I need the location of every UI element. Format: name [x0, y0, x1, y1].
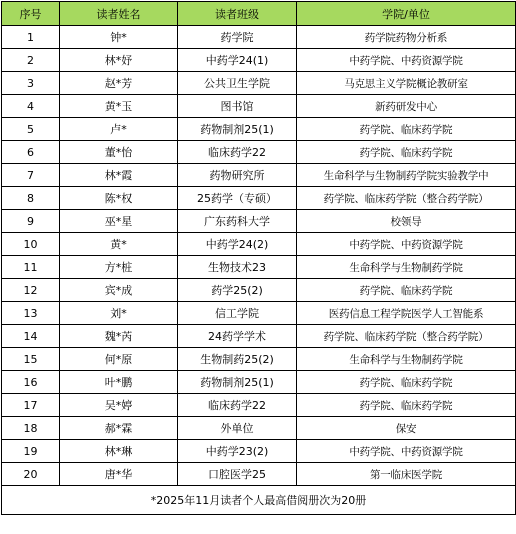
cell-reader-class: 25药学（专硕）: [178, 187, 297, 210]
cell-reader-name: 卢*: [60, 118, 178, 141]
table-row: [2, 141, 516, 164]
cell-college-unit: 马克思主义学院概论教研室: [297, 72, 516, 95]
cell-index: 6: [2, 141, 60, 164]
cell-reader-name: 魏*芮: [60, 325, 178, 348]
cell-reader-class: 生物技术23: [178, 256, 297, 279]
cell-index: 13: [2, 302, 60, 325]
cell-index: 7: [2, 164, 60, 187]
cell-reader-class: 广东药科大学: [178, 210, 297, 233]
table-body: [2, 26, 516, 486]
cell-index: 3: [2, 72, 60, 95]
header-reader-name: 读者姓名: [60, 2, 178, 26]
cell-index: 20: [2, 463, 60, 486]
cell-index: 10: [2, 233, 60, 256]
cell-reader-class: 药物制剂25(1): [178, 371, 297, 394]
cell-college-unit: 第一临床医学院: [297, 463, 516, 486]
table-row: [2, 256, 516, 279]
cell-reader-class: 口腔医学25: [178, 463, 297, 486]
cell-index: 2: [2, 49, 60, 72]
footnote-row: [2, 486, 516, 515]
cell-index: 11: [2, 256, 60, 279]
table-row: [2, 26, 516, 49]
cell-index: 12: [2, 279, 60, 302]
cell-reader-class: 中药学24(1): [178, 49, 297, 72]
table-row: [2, 325, 516, 348]
cell-reader-class: 中药学23(2): [178, 440, 297, 463]
reader-table: [1, 1, 516, 515]
cell-college-unit: 新药研发中心: [297, 95, 516, 118]
cell-reader-name: 刘*: [60, 302, 178, 325]
cell-reader-class: 临床药学22: [178, 394, 297, 417]
cell-reader-name: 陈*权: [60, 187, 178, 210]
header-row: [2, 2, 516, 26]
table-row: [2, 187, 516, 210]
cell-college-unit: 生命科学与生物制药学院实验教学中: [297, 164, 516, 187]
cell-reader-class: 药学院: [178, 26, 297, 49]
cell-college-unit: 校领导: [297, 210, 516, 233]
table-row: [2, 72, 516, 95]
table-row: [2, 302, 516, 325]
cell-reader-class: 药学25(2): [178, 279, 297, 302]
cell-reader-name: 吴*婷: [60, 394, 178, 417]
table-row: [2, 279, 516, 302]
cell-index: 16: [2, 371, 60, 394]
table-row: [2, 348, 516, 371]
cell-reader-class: 中药学24(2): [178, 233, 297, 256]
cell-reader-name: 黄*: [60, 233, 178, 256]
table-row: [2, 463, 516, 486]
cell-reader-class: 药物研究所: [178, 164, 297, 187]
cell-reader-class: 临床药学22: [178, 141, 297, 164]
cell-reader-class: 药物制剂25(1): [178, 118, 297, 141]
cell-reader-name: 何*原: [60, 348, 178, 371]
table-row: [2, 417, 516, 440]
cell-index: 4: [2, 95, 60, 118]
cell-reader-class: 生物制药25(2): [178, 348, 297, 371]
cell-index: 9: [2, 210, 60, 233]
cell-index: 14: [2, 325, 60, 348]
cell-index: 17: [2, 394, 60, 417]
cell-index: 8: [2, 187, 60, 210]
cell-index: 18: [2, 417, 60, 440]
cell-reader-name: 赵*芳: [60, 72, 178, 95]
cell-index: 19: [2, 440, 60, 463]
cell-reader-class: 信工学院: [178, 302, 297, 325]
table-row: [2, 371, 516, 394]
cell-index: 1: [2, 26, 60, 49]
cell-reader-name: 钟*: [60, 26, 178, 49]
cell-reader-name: 方*桩: [60, 256, 178, 279]
table-row: [2, 49, 516, 72]
cell-reader-name: 黄*玉: [60, 95, 178, 118]
header-reader-class: 读者班级: [178, 2, 297, 26]
cell-index: 5: [2, 118, 60, 141]
cell-reader-name: 叶*鹏: [60, 371, 178, 394]
cell-reader-class: 图书馆: [178, 95, 297, 118]
cell-college-unit: 中药学院、中药资源学院: [297, 440, 516, 463]
cell-college-unit: 生命科学与生物制药学院: [297, 348, 516, 371]
table-row: [2, 118, 516, 141]
table-row: [2, 394, 516, 417]
cell-index: 15: [2, 348, 60, 371]
header-college-unit: 学院/单位: [297, 2, 516, 26]
cell-reader-name: 巫*星: [60, 210, 178, 233]
cell-reader-class: 公共卫生学院: [178, 72, 297, 95]
cell-college-unit: 中药学院、中药资源学院: [297, 49, 516, 72]
table-row: [2, 440, 516, 463]
table-row: [2, 164, 516, 187]
cell-college-unit: 药学院、临床药学院（整合药学院）: [297, 187, 516, 210]
cell-college-unit: 保安: [297, 417, 516, 440]
cell-reader-name: 林*妤: [60, 49, 178, 72]
cell-reader-name: 宾*成: [60, 279, 178, 302]
cell-college-unit: 中药学院、中药资源学院: [297, 233, 516, 256]
cell-reader-name: 林*霞: [60, 164, 178, 187]
cell-college-unit: 药学院、临床药学院: [297, 371, 516, 394]
cell-reader-class: 24药学学术: [178, 325, 297, 348]
header-index: 序号: [2, 2, 60, 26]
cell-reader-name: 林*琳: [60, 440, 178, 463]
cell-college-unit: 药学院、临床药学院: [297, 141, 516, 164]
cell-reader-name: 郝*霖: [60, 417, 178, 440]
cell-college-unit: 药学院、临床药学院: [297, 394, 516, 417]
footnote: *2025年11月读者个人最高借阅册次为20册: [2, 486, 516, 515]
cell-college-unit: 医药信息工程学院医学人工智能系: [297, 302, 516, 325]
cell-college-unit: 药学院、临床药学院: [297, 118, 516, 141]
cell-college-unit: 生命科学与生物制药学院: [297, 256, 516, 279]
cell-college-unit: 药学院、临床药学院（整合药学院）: [297, 325, 516, 348]
cell-reader-class: 外单位: [178, 417, 297, 440]
cell-college-unit: 药学院药物分析系: [297, 26, 516, 49]
cell-reader-name: 唐*华: [60, 463, 178, 486]
table-row: [2, 95, 516, 118]
cell-college-unit: 药学院、临床药学院: [297, 279, 516, 302]
table-row: [2, 233, 516, 256]
cell-reader-name: 董*怡: [60, 141, 178, 164]
table-row: [2, 210, 516, 233]
